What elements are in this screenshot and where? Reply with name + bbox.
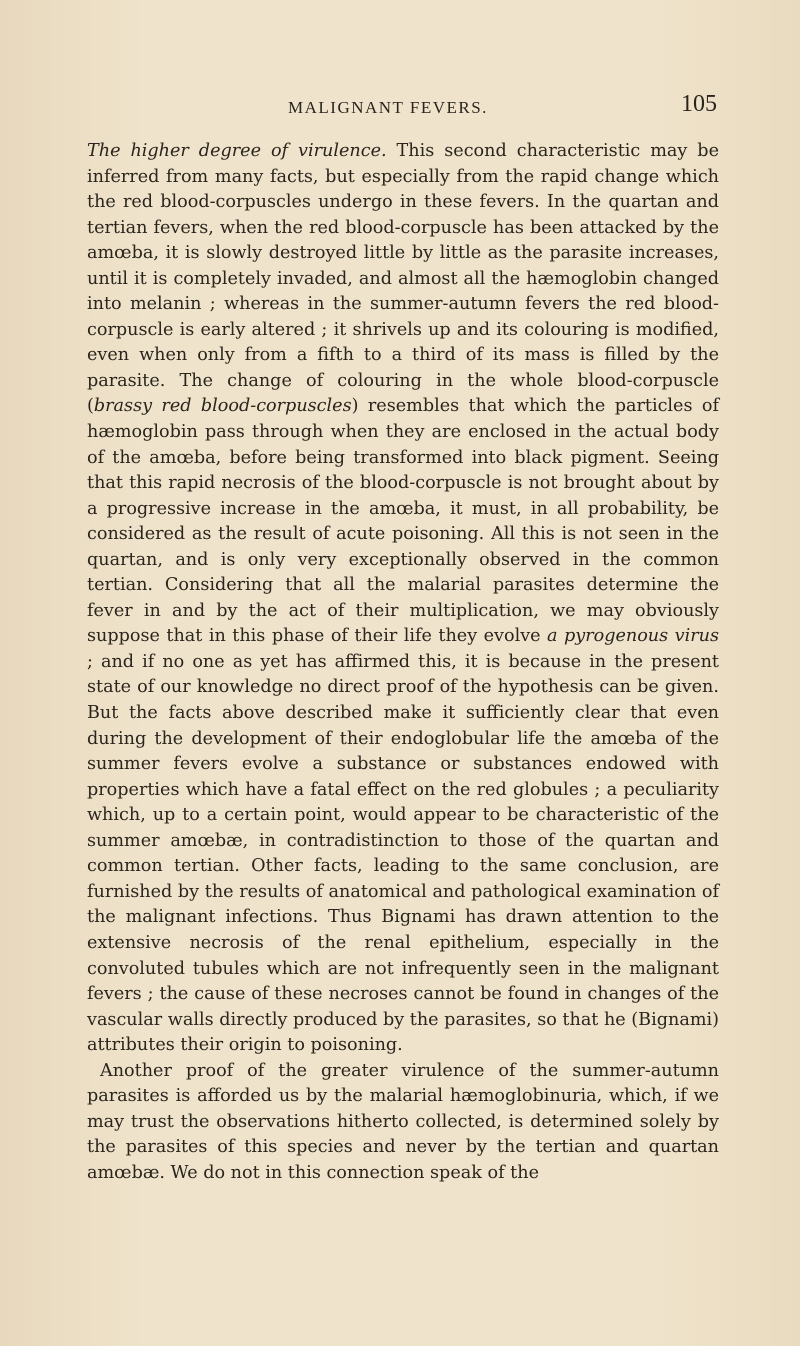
paragraph-text: Another proof of the greater virulence of the summer-autumn parasites is afforded us by the malarial hæmoglobinuria, which, if we may trust the observations hitherto collected, is determined solely by the parasites of this species and never by the tertian and quartan amœbæ. We do not in this connection speak of the: [87, 1060, 719, 1183]
running-head: [0, 91, 800, 124]
paragraph-text: ; and if no one as yet has affirmed this, it is because in the present state of our knowledge no direct proof of the hypothesis can be given. But the facts above described make it sufficiently clear that even during the development of their endoglobular life the amœba of the summer fevers evolve a substance or substances endowed with properties which have a fatal effect on the red globules ; a peculiarity which, up to a certain point, would appear to be characteristic of the summer amœbæ, in contradistinction to those of the quartan and common tertian. Other facts, leading to the same conclusion, are furnished by the results of anatomical and pathological examination of the malignant infections. Thus Bignami has drawn attention to the extensive necrosis of the renal epithelium, especially in the convoluted tubules which are not infrequently seen in the malignant fevers ; the cause of these necroses cannot be found in changes of the vascular walls directly produced by the parasites, so that he (Bignami) attributes their origin to poisoning.: [87, 651, 719, 1056]
body-text: [87, 139, 719, 1186]
paragraph-virulence: [87, 139, 719, 1059]
italic-term: brassy red blood-corpuscles: [93, 396, 352, 417]
page-number: 105: [681, 91, 717, 117]
running-title: MALIGNANT FEVERS.: [288, 98, 488, 117]
paragraph-text: This second characteristic may be inferred from many facts, but especially from the rapid change which the red blood-corpuscles undergo in these fevers. In the quartan and tertian fevers, when the red blood-corpuscle has been attacked by the amœba, it is slowly destroyed little by little as the parasite increases, until it is completely invaded, and almost all the hæmoglobin changed into melanin ; whereas in the summer-autumn fevers the red blood-corpuscle is early altered ; it shrivels up and its colouring is modified, even when only from a fifth to a third of its mass is filled by the parasite. The change of colouring in the whole blood-corpuscle (: [87, 141, 719, 417]
italic-term: a pyrogenous virus: [547, 626, 719, 647]
paragraph-haemoglobinuria: [87, 1059, 719, 1187]
paragraph-text: ) resembles that which the particles of hæmoglobin pass through when they are enclosed in the actual body of the amœba, before being transformed into black pigment. Seeing that this rapid necrosis of the blood-corpuscle is not brought about by a progressive increase in the amœba, it must, in all probability, be considered as the result of acute poisoning. All this is not seen in the quartan, and is only very exceptionally observed in the common tertian. Considering that all the malarial parasites determine the fever in and by the act of their multiplication, we may obviously suppose that in this phase of their life they evolve: [87, 396, 719, 647]
section-heading: The higher degree of virulence.: [87, 141, 387, 161]
